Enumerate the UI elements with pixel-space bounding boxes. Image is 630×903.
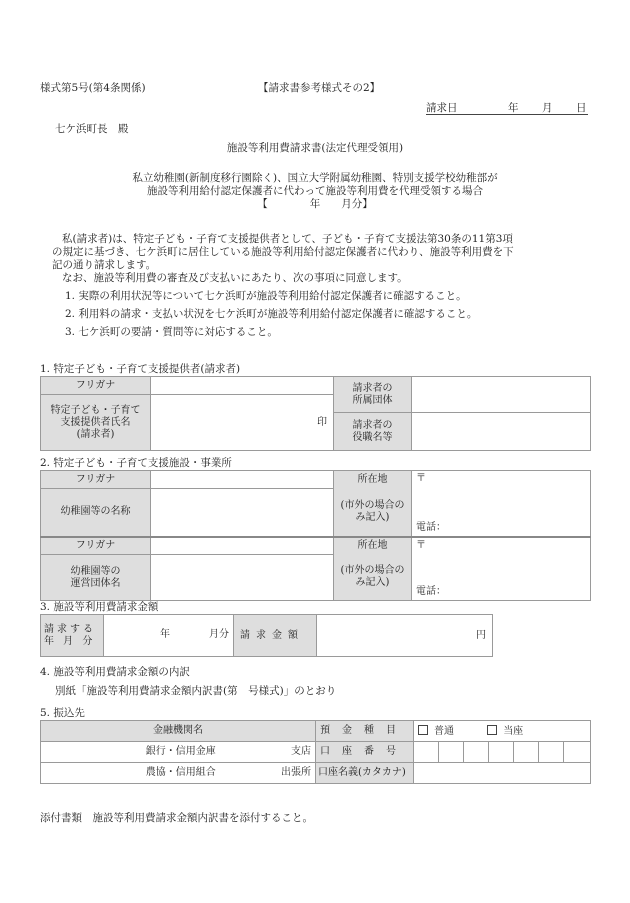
deposit-type-label: 預金種目 [316, 721, 414, 742]
account-digit-7[interactable] [564, 742, 591, 763]
paragraph-line-2: の規定に基づき、七ケ浜町に居住している施設等利用給付認定保護者に代わり、施設等利用費を下 [52, 246, 514, 258]
amount-field[interactable] [317, 615, 493, 657]
account-digit-4[interactable] [489, 742, 514, 763]
coop-field[interactable] [41, 763, 281, 784]
account-name-label: 口座名義(カタカナ) [316, 763, 414, 784]
year-label: 年 [508, 102, 519, 114]
position-field[interactable] [412, 413, 591, 451]
breakdown-note: 別紙「施設等利用費請求金額内訳書(第 号様式)」のとおり [55, 685, 337, 697]
operator-name-field[interactable] [151, 555, 334, 601]
account-number-label: 口座番号 [316, 742, 414, 763]
checkbox-icon[interactable] [487, 725, 497, 735]
ordinary-option[interactable]: 普通 [418, 726, 454, 737]
facility-furigana-label: フリガナ [41, 471, 151, 489]
position-label: 請求者の 役職名等 [334, 413, 412, 451]
consent-item-2: 2. 利用料の請求・支払い状況を七ケ浜町が施設等利用給付認定保護者に確認すること。 [65, 308, 478, 320]
operator-name-label: 幼稚園等の 運営団体名 [41, 555, 151, 601]
operator-furigana-label: フリガナ [41, 537, 151, 555]
bank-label: 銀行・信用金庫 [145, 746, 216, 757]
bank-table [40, 720, 591, 784]
deposit-type-options [414, 721, 591, 742]
period-year: 年 [160, 629, 170, 640]
checkbox-icon[interactable] [418, 725, 428, 735]
affiliation-label: 請求者の 所属団体 [334, 377, 412, 413]
account-digit-1[interactable] [414, 742, 439, 763]
amount-table [40, 614, 493, 657]
coop-label: 農協・信用組合 [145, 767, 216, 778]
request-date-label: 請求日 [426, 102, 458, 114]
amount-label: 請求金額 [234, 615, 317, 657]
month-label: 月 [542, 102, 553, 114]
provider-name-field[interactable] [151, 395, 334, 451]
account-name-field[interactable] [414, 763, 591, 784]
period-month: 月分 [209, 629, 229, 640]
attachment-note: 添付書類 施設等利用費請求金額内訳書を添付すること。 [40, 812, 313, 824]
outside-city-note: (市外の場合の み記入) [334, 489, 412, 537]
request-date [426, 100, 588, 115]
operator-phone-label: 電話： [416, 586, 446, 597]
facility-address-field[interactable] [412, 471, 591, 537]
day-label: 日 [576, 102, 587, 114]
facility-table [40, 470, 591, 601]
furigana-label: フリガナ [41, 377, 151, 395]
bank-field[interactable] [41, 742, 281, 763]
phone-label: 電話： [416, 521, 446, 533]
affiliation-field[interactable] [412, 377, 591, 413]
billing-period: 【 年 月分】 [257, 198, 373, 210]
facility-furigana-field[interactable] [151, 471, 334, 489]
account-digit-5[interactable] [514, 742, 539, 763]
operator-postal-mark: 〒 [416, 539, 426, 551]
operator-location-label: 所在地 [334, 537, 412, 555]
billing-period-label: 請求する 年 月 分 [41, 615, 104, 657]
consent-item-3: 3. 七ケ浜町の要請・質問等に対応すること。 [65, 326, 278, 338]
consent-intro: なお、施設等利用費の審査及び支払いにあたり、次の事項に同意します。 [62, 272, 408, 284]
document-title: 施設等利用費請求書(法定代理受領用) [226, 142, 404, 154]
billing-period-field[interactable] [104, 615, 234, 657]
office-label: 出張所 [281, 763, 316, 784]
consent-item-1: 1. 実際の利用状況等について七ケ浜町が施設等利用給付認定保護者に確認すること。 [65, 290, 467, 302]
section-1-title: 1. 特定子ども・子育て支援提供者(請求者) [40, 363, 241, 375]
operator-furigana-field[interactable] [151, 537, 334, 555]
institution-label: 金融機関名 [41, 721, 316, 742]
section-4-title: 4. 施設等利用費請求金額の内訳 [40, 666, 190, 678]
postal-mark: 〒 [416, 473, 426, 484]
form-number: 様式第5号(第4条関係) [40, 82, 146, 94]
location-label: 所在地 [334, 471, 412, 489]
operator-address-field[interactable] [412, 537, 591, 601]
facility-name-field[interactable] [151, 489, 334, 537]
seal-mark: 印 [317, 416, 327, 428]
account-digit-6[interactable] [539, 742, 564, 763]
section-5-title: 5. 振込先 [40, 707, 85, 719]
addressee: 七ケ浜町長 殿 [55, 123, 129, 135]
provider-name-label: 特定子ども・子育て 支援提供者氏名 (請求者) [41, 395, 151, 451]
reference-title: 【請求書参考様式その2】 [258, 82, 381, 94]
subtitle-line-2: 施設等利用給付認定保護者に代わって施設等利用費を代理受領する場合 [147, 185, 483, 197]
yen-unit: 円 [476, 629, 486, 641]
subtitle-line-1: 私立幼稚園(新制度移行園除く)、国立大学附属幼稚園、特別支援学校幼稚部が [132, 172, 498, 184]
section-3-title: 3. 施設等利用費請求金額 [40, 601, 159, 613]
provider-table [40, 376, 591, 451]
operator-outside-city-note: (市外の場合の み記入) [334, 555, 412, 601]
paragraph-line-1: 私(請求者)は、特定子ども・子育て支援提供者として、子ども・子育て支援法第30条の11第3項 [62, 233, 513, 245]
provider-furigana-field[interactable] [151, 377, 334, 395]
account-digit-3[interactable] [464, 742, 489, 763]
section-2-title: 2. 特定子ども・子育て支援施設・事業所 [40, 457, 232, 469]
paragraph-line-3: 記の通り請求します。 [52, 259, 157, 271]
facility-name-label: 幼稚園等の名称 [41, 489, 151, 537]
branch-label: 支店 [281, 742, 316, 763]
current-option[interactable]: 当座 [487, 726, 523, 737]
account-digit-2[interactable] [439, 742, 464, 763]
